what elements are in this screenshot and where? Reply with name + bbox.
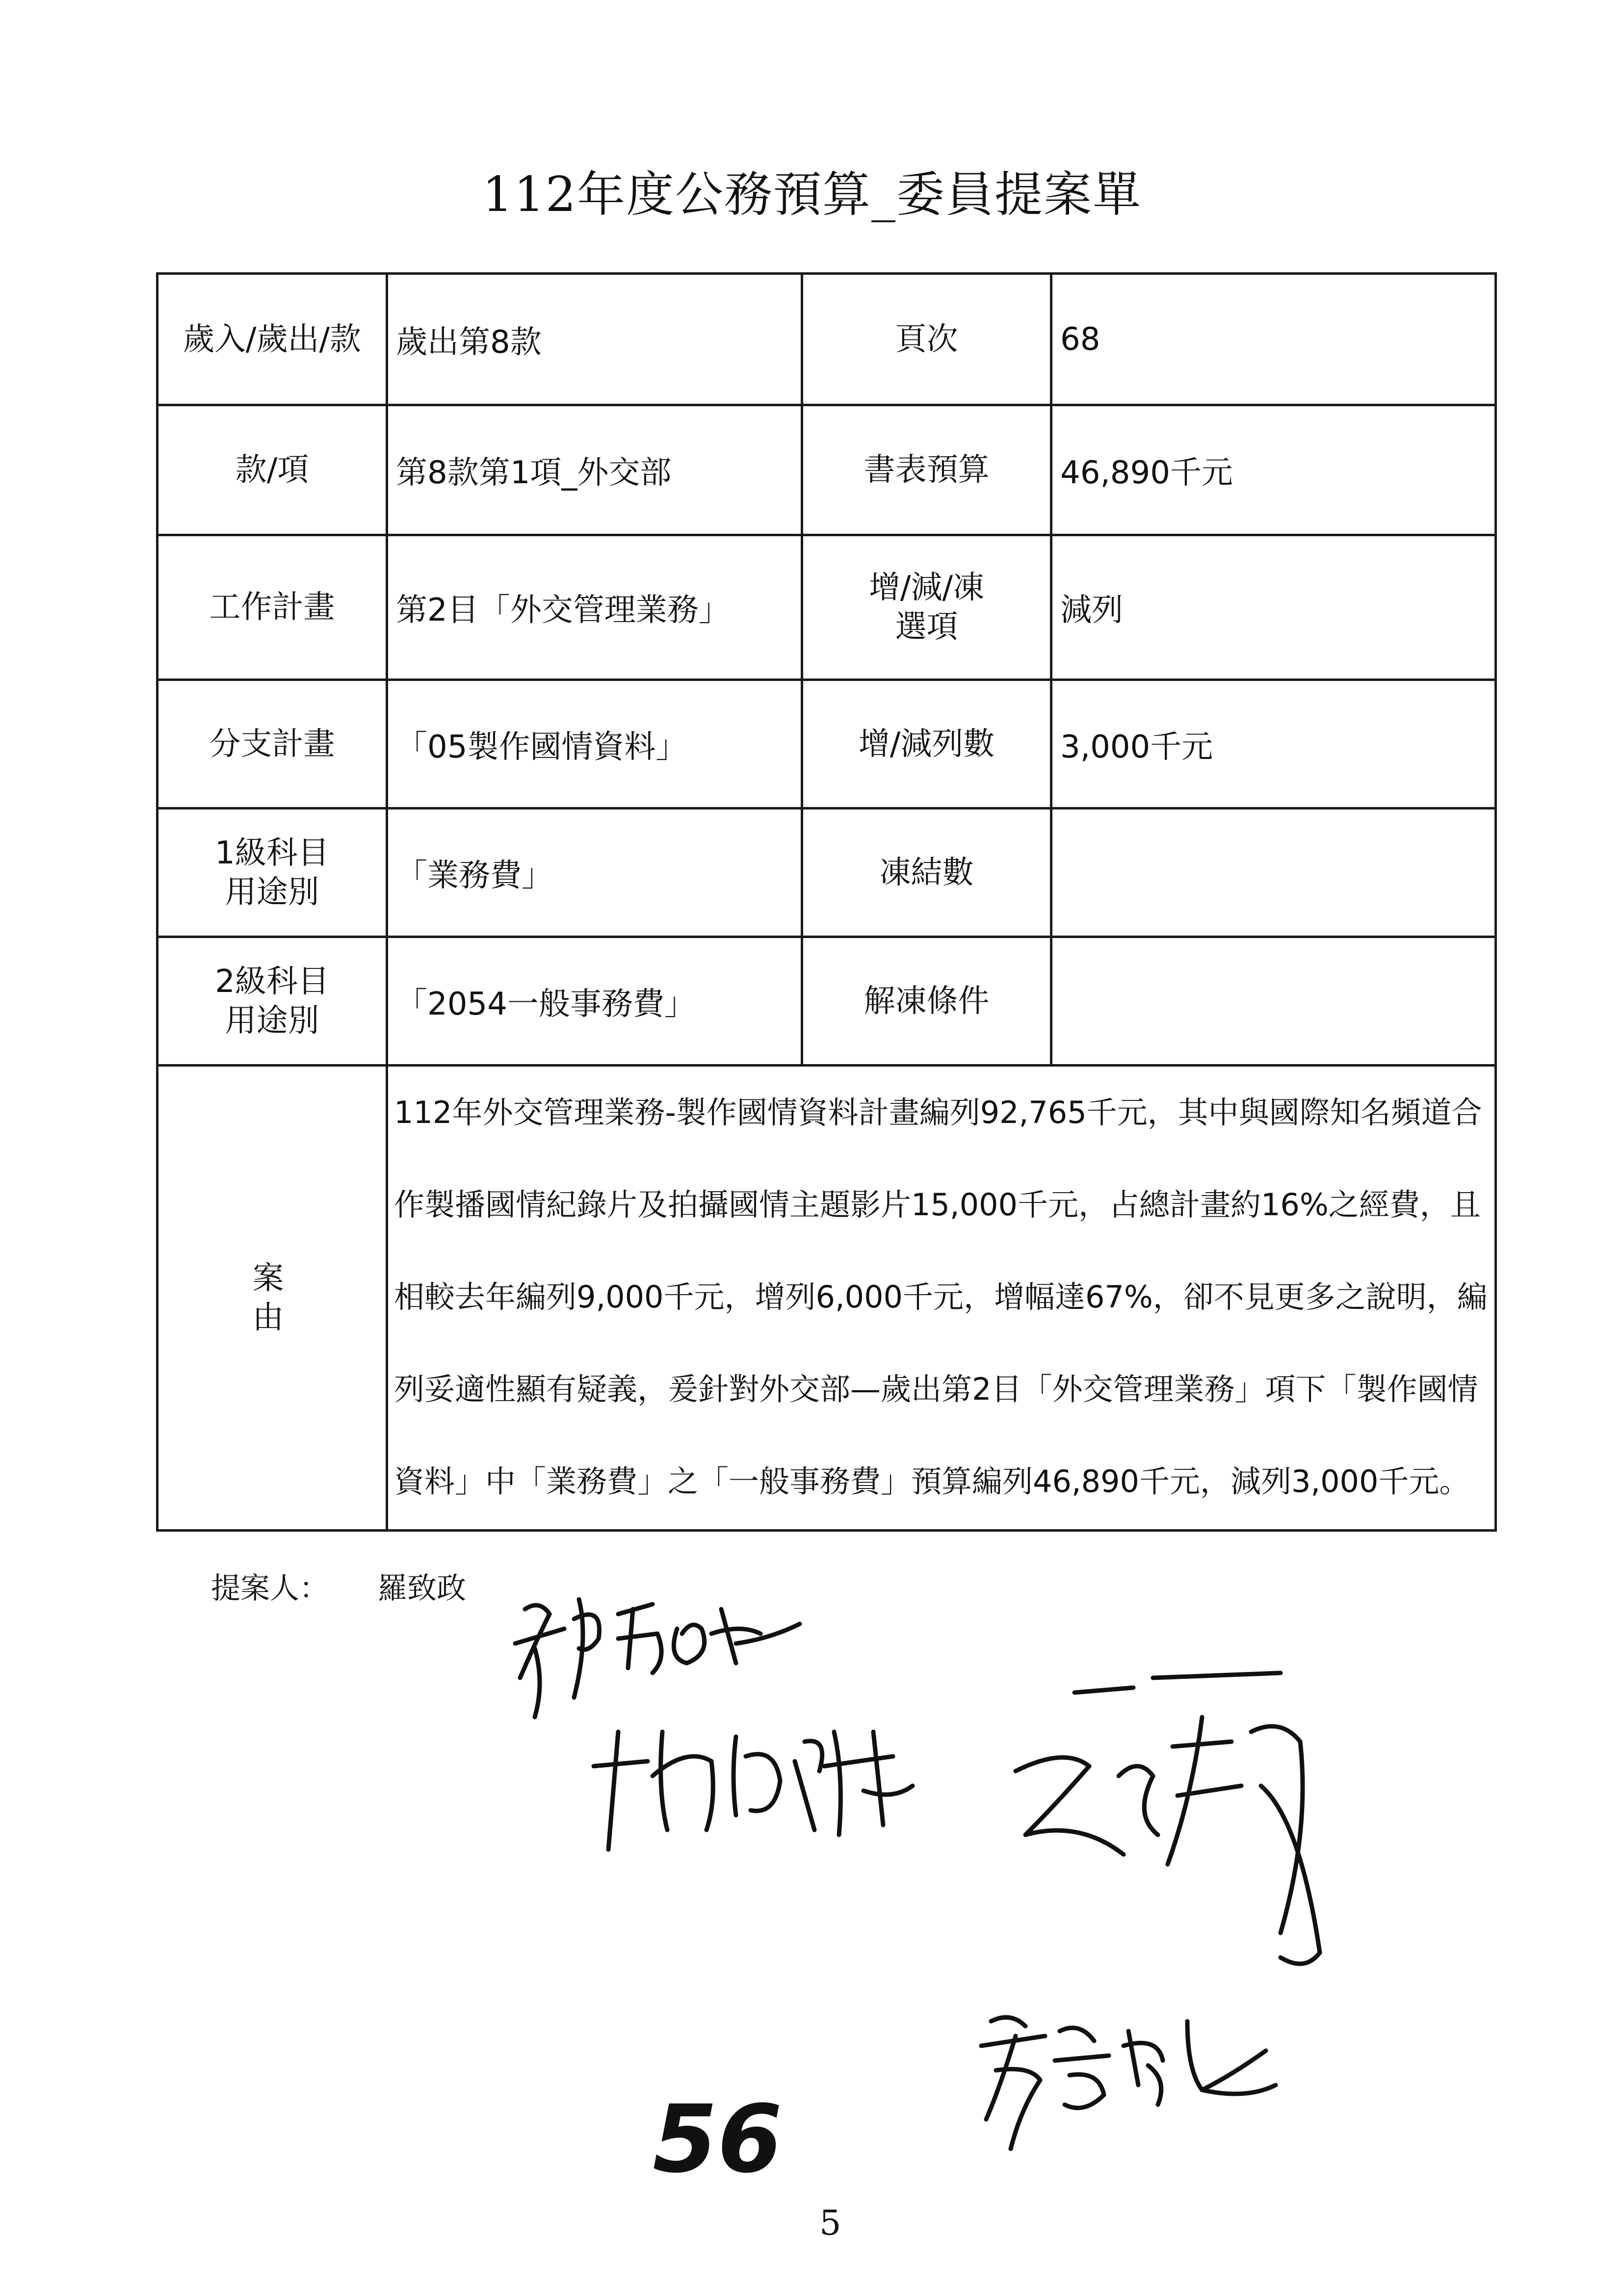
label-level2-line1: 2級科目 [215,963,329,1000]
document-title: 112年度公務預算_委員提案單 [482,167,1142,223]
row-item [157,405,1496,535]
value-change-option: 減列 [1051,535,1496,680]
row-level2-subject [157,937,1496,1066]
value-page: 68 [1051,274,1496,405]
page-number: 5 [819,2203,841,2243]
handwritten-page-number: 56 [653,2085,783,2193]
row-reason [157,1066,1496,1531]
value-budget: 46,890千元 [1051,405,1496,535]
label-change-amount: 增/減列數 [802,680,1051,809]
label-level2-line2: 用途別 [225,1002,319,1039]
value-unfreeze-condition [1051,937,1496,1066]
label-level1-line2: 用途別 [225,874,319,911]
row-account [157,274,1496,405]
label-work-plan: 工作計畫 [157,535,387,680]
signature-2 [589,1702,962,1859]
label-change-option-line2: 選項 [895,609,958,645]
value-account: 歲出第8款 [387,274,802,405]
value-change-amount: 3,000千元 [1051,680,1496,809]
value-reason: 112年外交管理業務-製作國情資料計畫編列92,765千元，其中與國際知名頻道合作製播國情紀錄片及拍攝國情主題影片15,000千元，占總計畫約16%之經費，且相較去年編列9,000千元，增列6,000千元，增幅達67%，卻不見更多之說明，編列妥適性顯有疑義，爰針對外交部—歲出第2目「外交管理業務」項下「製作國情資料」中「業務費」之「一般事務費」預算編列46,890千元，減列3,000千元。 [387,1066,1496,1531]
label-reason: 案由 [157,1066,387,1531]
row-sub-plan [157,680,1496,809]
label-level1-subject [157,809,387,937]
label-level2-subject [157,937,387,1066]
proposer-name: 羅致政 [378,1571,466,1606]
label-level1-line1: 1級科目 [215,835,329,871]
value-account-item: 第8款第1項_外交部 [387,405,802,535]
value-level2-subject: 「2054一般事務費」 [387,937,802,1066]
label-change-option [802,535,1051,680]
value-work-plan: 第2目「外交管理業務」 [387,535,802,680]
label-change-option-line1: 增/減/凍 [868,570,985,606]
row-level1-subject [157,809,1496,937]
value-sub-plan: 「05製作國情資料」 [387,680,802,809]
label-account-item: 款/項 [157,405,387,535]
signature-4 [971,1992,1285,2159]
value-level1-subject: 「業務費」 [387,809,802,937]
label-sub-plan: 分支計畫 [157,680,387,809]
proposal-form-table [156,272,1497,1532]
proposer-label: 提案人： [211,1571,329,1606]
row-work-plan [157,535,1496,680]
label-frozen-amount: 凍結數 [802,809,1051,937]
signature-3 [1006,1658,1359,2002]
label-budget: 書表預算 [802,405,1051,535]
label-page: 頁次 [802,274,1051,405]
value-frozen-amount [1051,809,1496,937]
label-revenue-expense-account: 歲入/歲出/款 [157,274,387,405]
label-unfreeze-condition: 解凍條件 [802,937,1051,1066]
